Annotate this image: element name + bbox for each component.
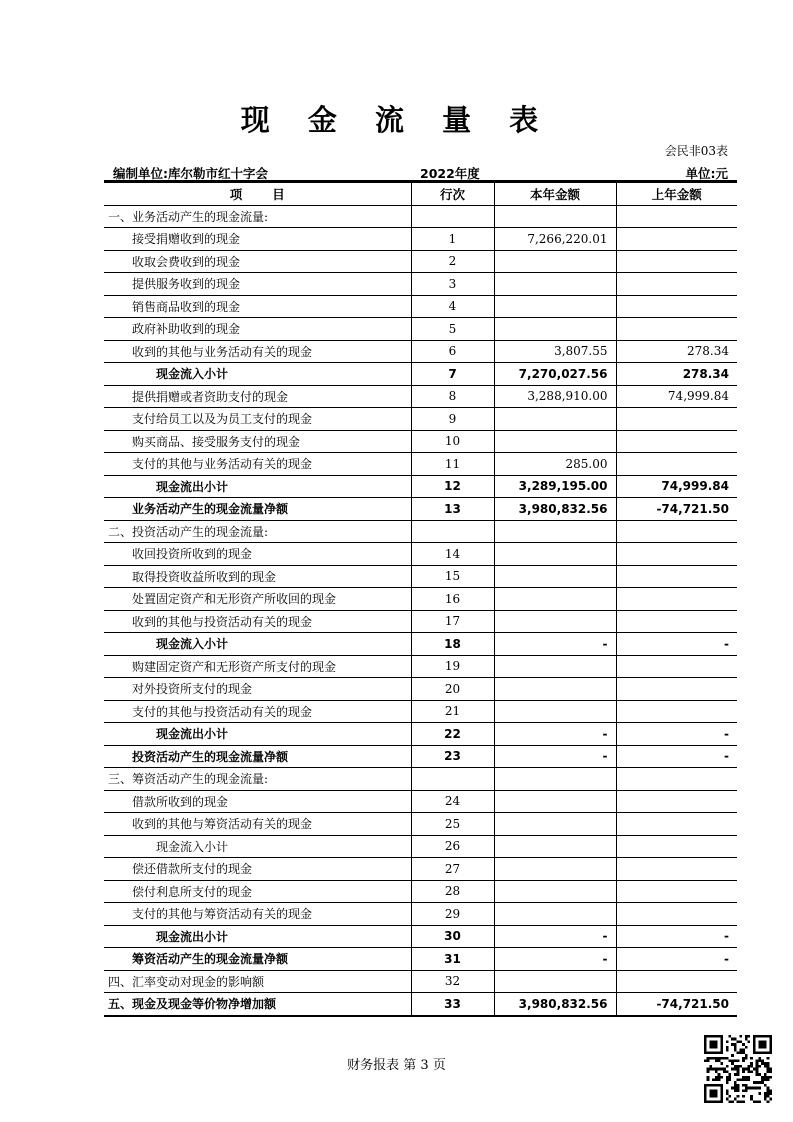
row-item-label: 现金流入小计: [104, 363, 411, 386]
row-line-number: 12: [411, 475, 494, 498]
row-previous-amount: [616, 790, 737, 813]
table-row: [104, 228, 737, 251]
row-line-number: 31: [411, 948, 494, 971]
row-item-label: 二、投资活动产生的现金流量:: [104, 520, 411, 543]
row-item-label: 偿还借款所支付的现金: [104, 858, 411, 881]
row-line-number: 11: [411, 453, 494, 476]
row-previous-amount: -74,721.50: [616, 993, 737, 1016]
row-line-number: 2: [411, 250, 494, 273]
table-row: [104, 250, 737, 273]
row-item-label: 对外投资所支付的现金: [104, 678, 411, 701]
row-current-amount: -: [494, 745, 616, 768]
row-line-number: 19: [411, 655, 494, 678]
row-current-amount: 285.00: [494, 453, 616, 476]
row-previous-amount: [616, 453, 737, 476]
row-previous-amount: [616, 205, 737, 228]
table-row: [104, 678, 737, 701]
row-item-label: 现金流出小计: [104, 723, 411, 746]
row-item-label: 收到的其他与筹资活动有关的现金: [104, 813, 411, 836]
table-row: [104, 453, 737, 476]
row-item-label: 政府补助收到的现金: [104, 318, 411, 341]
row-previous-amount: -: [616, 948, 737, 971]
row-line-number: 5: [411, 318, 494, 341]
row-item-label: 收回投资所收到的现金: [104, 543, 411, 566]
row-previous-amount: [616, 565, 737, 588]
row-current-amount: [494, 610, 616, 633]
row-previous-amount: -74,721.50: [616, 498, 737, 521]
row-current-amount: [494, 903, 616, 926]
table-row: [104, 363, 737, 386]
row-current-amount: 3,289,195.00: [494, 475, 616, 498]
row-previous-amount: -: [616, 633, 737, 656]
table-row: [104, 408, 737, 431]
table-row: [104, 700, 737, 723]
row-item-label: 支付的其他与投资活动有关的现金: [104, 700, 411, 723]
row-line-number: 16: [411, 588, 494, 611]
row-current-amount: [494, 858, 616, 881]
row-current-amount: -: [494, 925, 616, 948]
row-previous-amount: [616, 273, 737, 296]
row-line-number: 28: [411, 880, 494, 903]
row-line-number: 20: [411, 678, 494, 701]
row-current-amount: -: [494, 723, 616, 746]
table-row: [104, 610, 737, 633]
table-row: [104, 903, 737, 926]
row-line-number: 10: [411, 430, 494, 453]
row-line-number: 24: [411, 790, 494, 813]
row-previous-amount: -: [616, 925, 737, 948]
table-row: [104, 835, 737, 858]
row-current-amount: [494, 655, 616, 678]
row-previous-amount: 278.34: [616, 340, 737, 363]
table-row: [104, 273, 737, 296]
row-current-amount: [494, 835, 616, 858]
row-previous-amount: [616, 813, 737, 836]
row-item-label: 提供服务收到的现金: [104, 273, 411, 296]
row-previous-amount: [616, 655, 737, 678]
table-row: [104, 813, 737, 836]
row-item-label: 支付给员工以及为员工支付的现金: [104, 408, 411, 431]
row-line-number: 7: [411, 363, 494, 386]
table-row: [104, 543, 737, 566]
table-row: [104, 385, 737, 408]
row-item-label: 一、业务活动产生的现金流量:: [104, 205, 411, 228]
table-row: [104, 295, 737, 318]
table-row: [104, 588, 737, 611]
row-current-amount: [494, 565, 616, 588]
row-previous-amount: [616, 408, 737, 431]
row-item-label: 现金流出小计: [104, 475, 411, 498]
row-line-number: 23: [411, 745, 494, 768]
table-row: [104, 565, 737, 588]
table-row: [104, 880, 737, 903]
table-row: [104, 768, 737, 791]
row-previous-amount: -: [616, 723, 737, 746]
row-current-amount: 7,270,027.56: [494, 363, 616, 386]
row-item-label: 支付的其他与筹资活动有关的现金: [104, 903, 411, 926]
row-item-label: 四、汇率变动对现金的影响额: [104, 970, 411, 993]
row-current-amount: [494, 880, 616, 903]
row-line-number: 25: [411, 813, 494, 836]
row-item-label: 现金流入小计: [104, 835, 411, 858]
table-row: [104, 970, 737, 993]
table-row: [104, 475, 737, 498]
table-row: [104, 520, 737, 543]
row-item-label: 接受捐赠收到的现金: [104, 228, 411, 251]
table-body: [104, 205, 737, 1016]
row-previous-amount: [616, 835, 737, 858]
row-previous-amount: -: [616, 745, 737, 768]
row-item-label: 收取会费收到的现金: [104, 250, 411, 273]
cash-flow-table: [104, 182, 737, 1017]
row-current-amount: -: [494, 948, 616, 971]
currency-unit: 单位:元: [685, 166, 728, 181]
table-row: [104, 948, 737, 971]
row-line-number: 22: [411, 723, 494, 746]
table-row: [104, 430, 737, 453]
page-footer: 财务报表 第 3 页: [347, 1058, 446, 1073]
table-row: [104, 745, 737, 768]
row-line-number: 32: [411, 970, 494, 993]
row-item-label: 现金流入小计: [104, 633, 411, 656]
row-line-number: [411, 520, 494, 543]
row-current-amount: 3,288,910.00: [494, 385, 616, 408]
row-current-amount: [494, 768, 616, 791]
row-line-number: 14: [411, 543, 494, 566]
row-line-number: 18: [411, 633, 494, 656]
row-previous-amount: [616, 970, 737, 993]
row-line-number: 15: [411, 565, 494, 588]
row-current-amount: [494, 430, 616, 453]
row-line-number: 13: [411, 498, 494, 521]
table-row: [104, 723, 737, 746]
row-current-amount: [494, 318, 616, 341]
row-line-number: 21: [411, 700, 494, 723]
row-item-label: 处置固定资产和无形资产所收回的现金: [104, 588, 411, 611]
row-previous-amount: [616, 768, 737, 791]
row-line-number: 3: [411, 273, 494, 296]
row-item-label: 购买商品、接受服务支付的现金: [104, 430, 411, 453]
header-item: 项目: [104, 183, 411, 206]
row-current-amount: [494, 273, 616, 296]
row-previous-amount: [616, 610, 737, 633]
row-current-amount: [494, 205, 616, 228]
row-line-number: 29: [411, 903, 494, 926]
row-item-label: 取得投资收益所收到的现金: [104, 565, 411, 588]
row-line-number: 33: [411, 993, 494, 1016]
row-previous-amount: 74,999.84: [616, 475, 737, 498]
header-current-year: 本年金额: [494, 183, 616, 206]
row-previous-amount: [616, 318, 737, 341]
row-previous-amount: [616, 430, 737, 453]
row-previous-amount: [616, 228, 737, 251]
row-item-label: 现金流出小计: [104, 925, 411, 948]
row-previous-amount: 74,999.84: [616, 385, 737, 408]
row-previous-amount: [616, 520, 737, 543]
row-current-amount: [494, 813, 616, 836]
row-current-amount: [494, 543, 616, 566]
row-line-number: 8: [411, 385, 494, 408]
row-current-amount: [494, 700, 616, 723]
row-line-number: [411, 205, 494, 228]
row-item-label: 三、筹资活动产生的现金流量:: [104, 768, 411, 791]
row-current-amount: [494, 250, 616, 273]
table-row: [104, 498, 737, 521]
row-previous-amount: [616, 543, 737, 566]
row-current-amount: [494, 520, 616, 543]
row-item-label: 购建固定资产和无形资产所支付的现金: [104, 655, 411, 678]
row-previous-amount: [616, 700, 737, 723]
row-item-label: 支付的其他与业务活动有关的现金: [104, 453, 411, 476]
table-row: [104, 790, 737, 813]
row-item-label: 五、现金及现金等价物净增加额: [104, 993, 411, 1016]
row-current-amount: 7,266,220.01: [494, 228, 616, 251]
row-item-label: 借款所收到的现金: [104, 790, 411, 813]
row-line-number: 9: [411, 408, 494, 431]
row-line-number: 1: [411, 228, 494, 251]
row-line-number: 6: [411, 340, 494, 363]
table-row: [104, 925, 737, 948]
row-line-number: 26: [411, 835, 494, 858]
row-line-number: 30: [411, 925, 494, 948]
row-line-number: 27: [411, 858, 494, 881]
row-item-label: 业务活动产生的现金流量净额: [104, 498, 411, 521]
row-previous-amount: [616, 678, 737, 701]
row-current-amount: [494, 678, 616, 701]
row-item-label: 收到的其他与业务活动有关的现金: [104, 340, 411, 363]
row-previous-amount: [616, 295, 737, 318]
row-previous-amount: [616, 903, 737, 926]
qr-code-icon: [704, 1035, 772, 1103]
table-row: [104, 858, 737, 881]
row-previous-amount: [616, 858, 737, 881]
table-row: [104, 318, 737, 341]
reporting-entity: 编制单位:库尔勒市红十字会: [113, 166, 268, 181]
row-previous-amount: 278.34: [616, 363, 737, 386]
row-current-amount: 3,807.55: [494, 340, 616, 363]
table-row: [104, 205, 737, 228]
row-current-amount: [494, 408, 616, 431]
header-previous-year: 上年金额: [616, 183, 737, 206]
form-number: 会民非03表: [664, 144, 728, 158]
report-title: 现 金 流 量 表: [240, 103, 553, 137]
row-current-amount: [494, 790, 616, 813]
table-row: [104, 655, 737, 678]
table-row: [104, 633, 737, 656]
row-current-amount: 3,980,832.56: [494, 993, 616, 1016]
row-current-amount: [494, 588, 616, 611]
row-item-label: 销售商品收到的现金: [104, 295, 411, 318]
table-row: [104, 993, 737, 1016]
reporting-period: 2022年度: [420, 166, 480, 181]
row-line-number: 4: [411, 295, 494, 318]
row-item-label: 收到的其他与投资活动有关的现金: [104, 610, 411, 633]
row-line-number: 17: [411, 610, 494, 633]
header-line-no: 行次: [411, 183, 494, 206]
row-previous-amount: [616, 250, 737, 273]
table-header-row: [104, 183, 737, 206]
row-previous-amount: [616, 880, 737, 903]
row-item-label: 筹资活动产生的现金流量净额: [104, 948, 411, 971]
row-item-label: 投资活动产生的现金流量净额: [104, 745, 411, 768]
row-current-amount: -: [494, 633, 616, 656]
table-row: [104, 340, 737, 363]
row-item-label: 偿付利息所支付的现金: [104, 880, 411, 903]
row-item-label: 提供捐赠或者资助支付的现金: [104, 385, 411, 408]
row-previous-amount: [616, 588, 737, 611]
row-current-amount: 3,980,832.56: [494, 498, 616, 521]
row-line-number: [411, 768, 494, 791]
row-current-amount: [494, 295, 616, 318]
row-current-amount: [494, 970, 616, 993]
